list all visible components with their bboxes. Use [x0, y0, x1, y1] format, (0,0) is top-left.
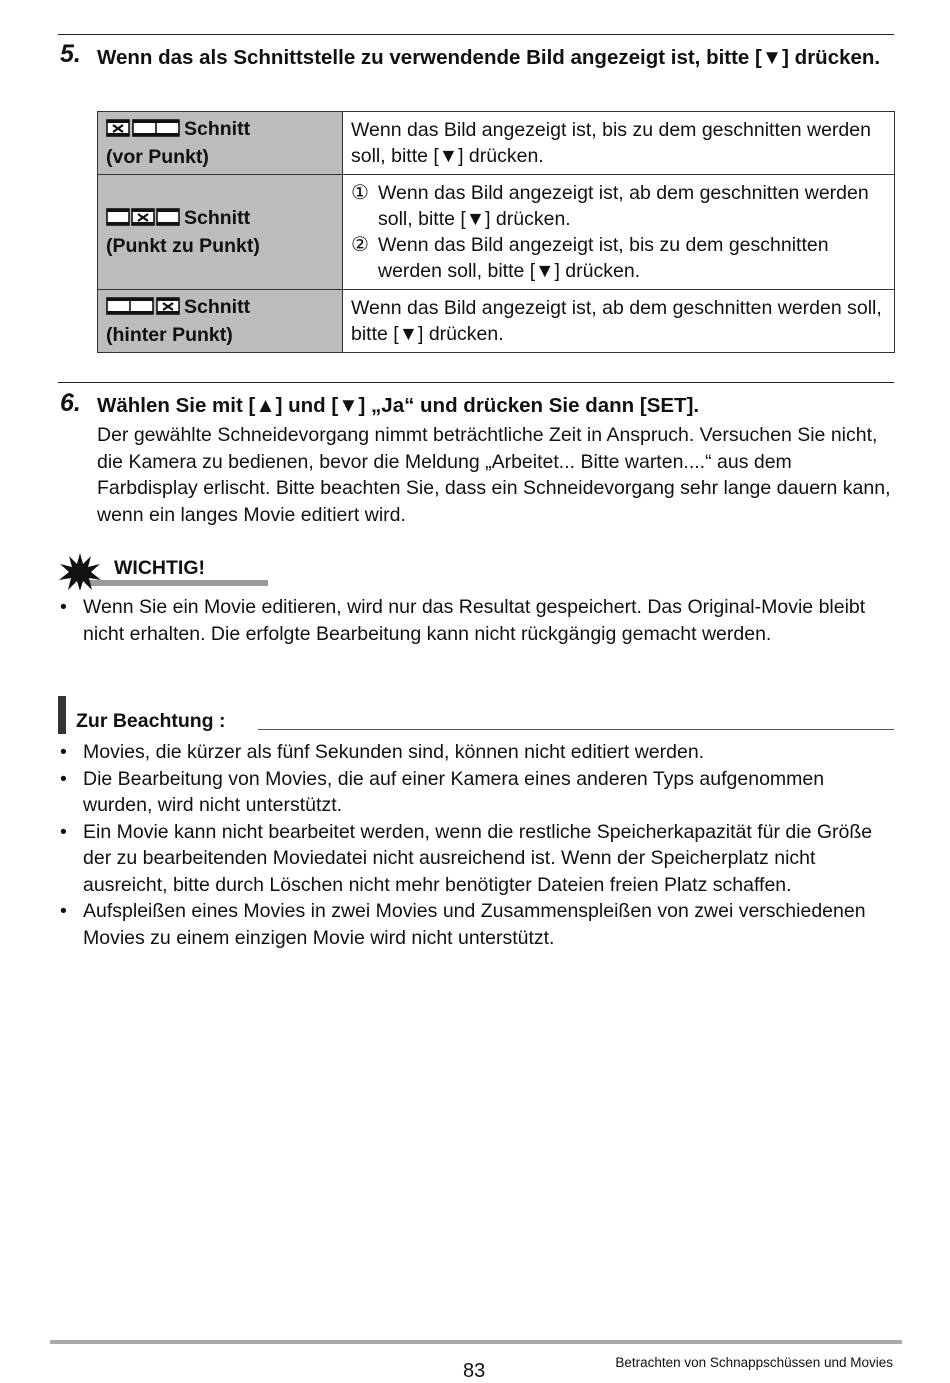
important-heading	[58, 552, 248, 592]
bullet-marker: •	[60, 596, 67, 618]
step-title: Wählen Sie mit [▲] und [▼] „Ja“ und drücken Sie dann [SET].	[97, 394, 700, 417]
mode-description: Wenn das Bild angezeigt ist, ab dem geschnitten werden soll, bitte [▼] drücken.	[343, 290, 895, 353]
bullet-marker: •	[60, 741, 67, 763]
page-number: 83	[463, 1360, 486, 1382]
bullet-marker: •	[60, 900, 67, 922]
list-item	[351, 232, 886, 284]
list-item	[58, 898, 898, 951]
step-number: 6.	[60, 389, 81, 417]
cut-point-to-point-icon	[106, 207, 180, 233]
note-list	[58, 739, 898, 951]
list-item	[58, 766, 898, 819]
list-item	[351, 180, 886, 232]
table-row	[98, 290, 895, 353]
list-item	[58, 594, 898, 647]
mode-label-line1: Schnitt	[184, 296, 251, 318]
important-label: WICHTIG!	[114, 557, 205, 579]
note-divider	[258, 729, 894, 730]
mode-description: Wenn das Bild angezeigt ist, bis zu dem geschnitten werden soll, bitte [▼] drücken.	[343, 112, 895, 175]
mode-label-line2: (vor Punkt)	[106, 146, 209, 168]
top-rule	[58, 34, 894, 35]
bullet-marker: •	[60, 820, 67, 843]
table-row	[98, 175, 895, 290]
mode-label-line1: Schnitt	[184, 118, 251, 140]
table-row	[98, 112, 895, 175]
footer-rule	[50, 1340, 902, 1344]
important-list	[58, 594, 898, 647]
step-marker: ①	[351, 182, 369, 204]
list-item-text: Ein Movie kann nicht bearbeitet werden, wenn die restliche Speicherkapazität für die Größe der zu bearbeitenden Moviedatei nicht ausreichend ist. Wenn der Speicherplatz nicht ausreicht, bitte durch Löschen nicht mehr benötigter Dateien freien Platz schaffen.	[83, 820, 873, 896]
burst-icon	[58, 552, 102, 597]
bullet-marker: •	[60, 767, 67, 790]
list-item-text: Wenn das Bild angezeigt ist, ab dem geschnitten werden soll, bitte [▼] drücken.	[378, 182, 869, 230]
step-body-text: Der gewählte Schneidevorgang nimmt beträchtliche Zeit in Anspruch. Versuchen Sie nicht, die Kamera zu bedienen, bevor die Meldung „Arbeitet... Bitte warten....“ aus dem Farbdisplay erlischt. Bitte beachten Sie, dass ein Schneidevorgang sehr lange dauern kann, wenn ein langes Movie editiert wird.	[97, 424, 891, 526]
list-item	[58, 739, 898, 766]
step-number: 5.	[60, 40, 81, 68]
footer-section-title: Betrachten von Schnappschüssen und Movies	[615, 1355, 893, 1370]
heading-underline	[88, 580, 268, 586]
list-item	[58, 819, 898, 899]
mode-label-cell	[98, 290, 343, 353]
mode-label-line2: (Punkt zu Punkt)	[106, 235, 260, 257]
cut-after-point-icon	[106, 296, 180, 322]
list-item-text: Die Bearbeitung von Movies, die auf einer Kamera eines anderen Typs aufgenommen wurden, wird nicht unterstützt.	[83, 767, 825, 816]
list-item-text: Wenn das Bild angezeigt ist, bis zu dem geschnitten werden soll, bitte [▼] drücken.	[378, 234, 829, 282]
list-item-text: Movies, die kürzer als fünf Sekunden sind, können nicht editiert werden.	[83, 741, 705, 763]
mode-label-cell	[98, 175, 343, 290]
step-title: Wenn das als Schnittstelle zu verwendende Bild angezeigt ist, bitte [▼] drücken.	[97, 46, 881, 69]
step-marker: ②	[351, 234, 369, 256]
list-item-text: Aufspleißen eines Movies in zwei Movies und Zusammenspleißen von zwei verschiedenen Movies zu einem einzigen Movie wird nicht unterstützt.	[83, 900, 866, 949]
mode-label-cell	[98, 112, 343, 175]
note-marker-bar	[58, 696, 66, 734]
mode-label-line1: Schnitt	[184, 207, 251, 229]
mode-description	[343, 175, 895, 290]
list-item-text: Wenn Sie ein Movie editieren, wird nur das Resultat gespeichert. Das Original-Movie bleibt nicht erhalten. Die erfolgte Bearbeitung kann nicht rückgängig gemacht werden.	[83, 596, 866, 645]
mode-label-line2: (hinter Punkt)	[106, 324, 233, 346]
section-rule	[58, 382, 894, 383]
note-label: Zur Beachtung :	[76, 710, 226, 732]
cut-before-point-icon	[106, 118, 180, 144]
cut-mode-table	[97, 111, 895, 353]
